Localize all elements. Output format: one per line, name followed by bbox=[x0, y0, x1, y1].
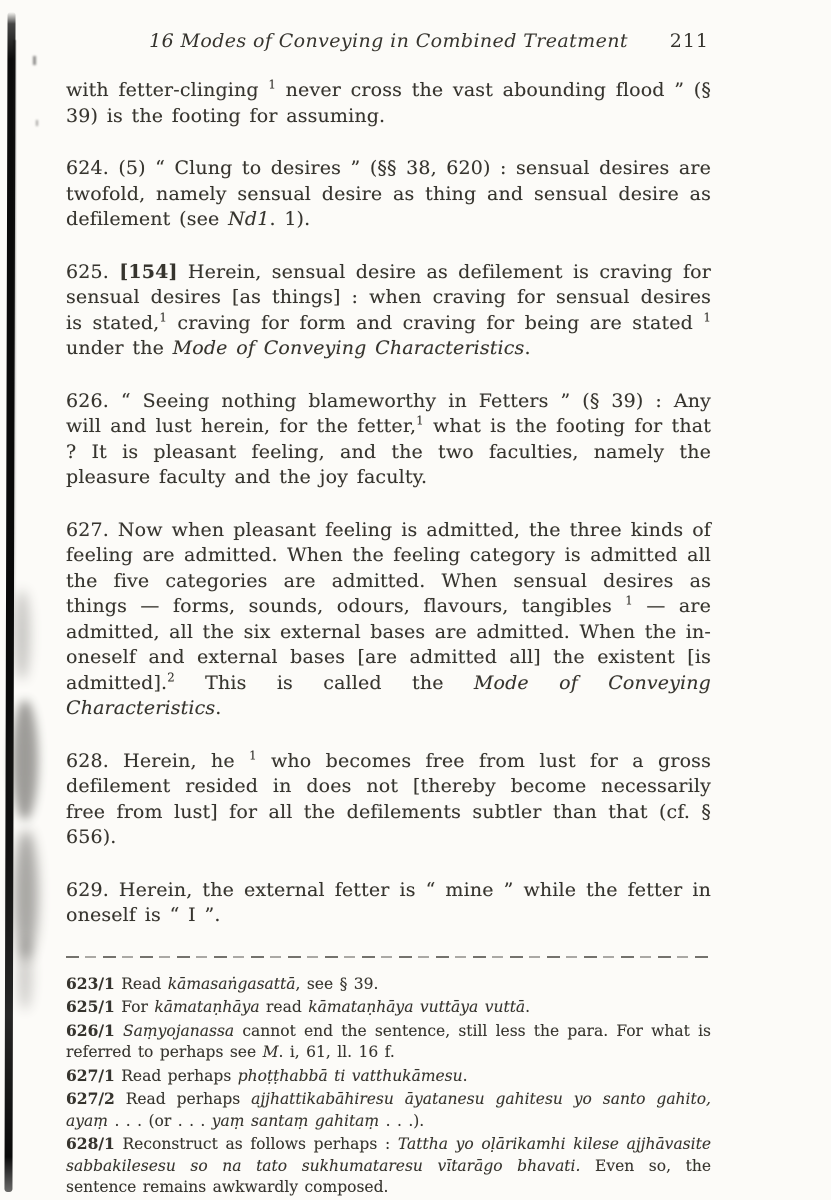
footnote: 623/1 Read kāmasaṅgasattā, see § 39. bbox=[66, 973, 379, 993]
paragraph: 629. Herein, the external fetter is “ mine ” while the fetter in oneself is “ I ”. bbox=[66, 878, 711, 926]
running-header bbox=[66, 30, 711, 56]
footnote: 626/1 Saṃyojanassa cannot end the sentence, still less the para. For what is referred to perhaps see M. i, 61, ll. 16 f. bbox=[66, 1020, 711, 1061]
page-number: 211 bbox=[669, 30, 709, 52]
scan-edge-shadow bbox=[13, 40, 16, 680]
body-paragraphs bbox=[66, 78, 711, 929]
scan-speck bbox=[33, 56, 36, 65]
paragraph: 624. (5) “ Clung to desires ” (§§ 38, 620) : sensual desires are twofold, namely sensual desire as thing and sensual desire as defilement (see Nd1. 1). bbox=[66, 157, 711, 230]
paragraph: 625. [154] Herein, sensual desire as defilement is craving for sensual desires [as things] : when craving for sensual desires is stated,$^1$ craving for form and craving for being are stated $^1$ under the Mode of Conveying Characteristics. bbox=[66, 260, 711, 359]
footnote-separator bbox=[66, 956, 711, 958]
page-content bbox=[66, 0, 711, 1200]
paragraph: 627. Now when pleasant feeling is admitted, the three kinds of feeling are admitted. When the feeling category is admitted all the five categories are admitted. When sensual desires as things — forms, sounds, odours, flavours, tangibles $^1$ — are admitted, all the six external bases are admitted. When the in-oneself and external bases [are admitted all] the existent [is admitted].$^2$ This is called the Mode of Conveying Characteristics. bbox=[66, 518, 711, 719]
paragraph: 628. Herein, he $^1$ who becomes free from lust for a gross defilement resided in does not [thereby become necessarily free from lust] for all the defilements subtler than that (cf. § 656). bbox=[66, 748, 711, 848]
paragraph: 626. “ Seeing nothing blameworthy in Fetters ” (§ 39) : Any will and lust herein, for the fetter,$^1$ what is the footing for that ? It is pleasant feeling, and the two faculties, namely the pleasure faculty and the joy faculty. bbox=[66, 389, 711, 488]
footnotes bbox=[66, 973, 711, 1199]
paragraph: with fetter-clinging $^1$ never cross the vast abounding flood ” (§ 39) is the footing for assuming. bbox=[66, 77, 712, 127]
footnote: 625/1 For kāmataṇhāya read kāmataṇhāya vuttāya vuttā. bbox=[66, 997, 531, 1016]
scan-smudge bbox=[12, 700, 38, 820]
scan-smudge bbox=[14, 590, 30, 680]
scan-speck bbox=[36, 120, 38, 126]
footnote: 627/1 Read perhaps phoṭṭhabbā ti vatthukāmesu. bbox=[66, 1065, 468, 1085]
footnote: 627/2 Read perhaps ajjhattikabāhiresu āyatanesu gahitesu yo santo gahito, ayaṃ . . . (or . . . yaṃ santaṃ gahitaṃ . . .). bbox=[66, 1089, 711, 1130]
scan-smudge bbox=[18, 940, 32, 1010]
chapter-title: 16 Modes of Conveying in Combined Treatment bbox=[149, 30, 628, 52]
footnote: 628/1 Reconstruct as follows perhaps : Tattha yo oḷārikamhi kilese ajjhāvasite sabbakilesesu so na tato sukhumataresu vītarāgo bhavati. Even so, the sentence remains awkwardly composed. bbox=[66, 1134, 711, 1196]
